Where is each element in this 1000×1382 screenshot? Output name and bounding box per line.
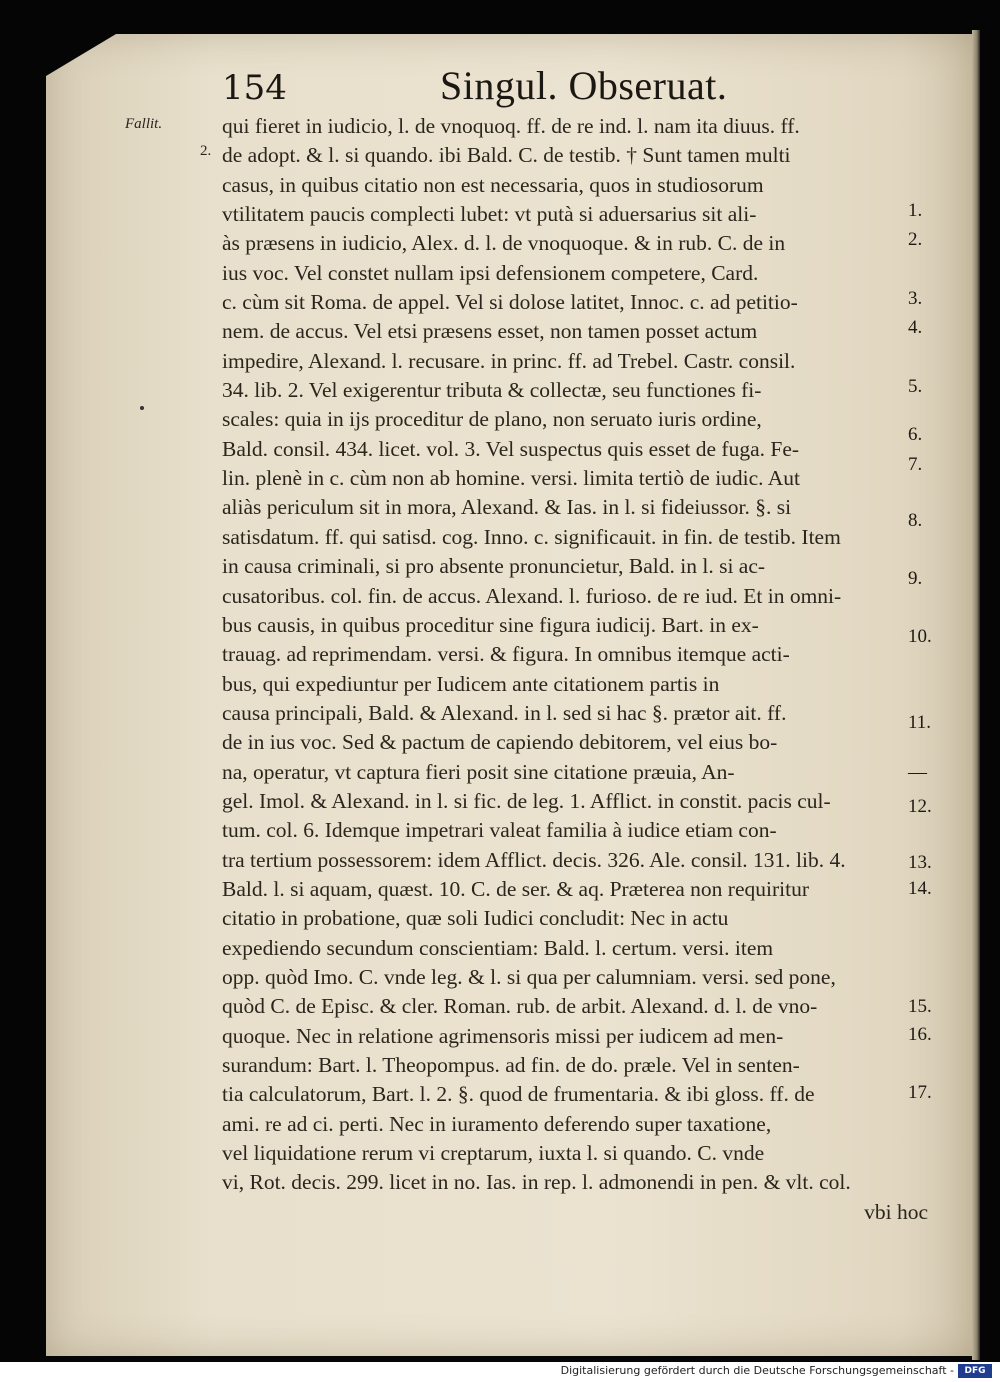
text-line: causa principali, Bald. & Alexand. in l. sed si hac §. prætor ait. ff. — [222, 700, 787, 725]
text-line: aliàs periculum sit in mora, Alexand. & Ias. in l. si fideiussor. §. si — [222, 495, 792, 520]
running-title: Singul. Obseruat. — [440, 63, 728, 108]
text-line: tum. col. 6. Idemque impetrari valeat familia à iudice etiam con- — [222, 818, 777, 843]
text-line: ami. re ad ci. perti. Nec in iuramento deferendo super taxatione, — [222, 1111, 772, 1136]
page-number: 154 — [222, 68, 287, 108]
margin-number: 1. — [908, 200, 923, 221]
side-note-2: 2. — [200, 143, 212, 159]
text-line: ius voc. Vel constet nullam ipsi defensionem competere, Card. — [222, 260, 759, 285]
text-line: tra tertium possessorem: idem Afflict. decis. 326. Ale. consil. 131. lib. 4. — [222, 847, 846, 872]
text-line: quòd C. de Episc. & cler. Roman. rub. de arbit. Alexand. d. l. de vno- — [222, 994, 818, 1019]
text-line: opp. quòd Imo. C. vnde leg. & l. si qua per calumniam. versi. sed pone, — [222, 964, 836, 989]
text-line: trauag. ad reprimendam. versi. & figura. In omnibus itemque acti- — [222, 642, 790, 667]
margin-number: 16. — [908, 1024, 932, 1045]
margin-dot — [140, 406, 144, 410]
text-line: Bald. l. si aquam, quæst. 10. C. de ser. & aq. Præterea non requiritur — [222, 876, 809, 901]
text-line: Bald. consil. 434. licet. vol. 3. Vel suspectus quis esset de fuga. Fe- — [222, 436, 800, 461]
text-line: impedire, Alexand. l. recusare. in princ. ff. ad Trebel. Castr. consil. — [222, 348, 796, 373]
catchword: vbi hoc — [864, 1199, 928, 1224]
text-line: bus, qui expediuntur per Iudicem ante citationem partis in — [222, 671, 720, 696]
text-line: in causa criminali, si pro absente pronuncietur, Bald. in l. si ac- — [222, 554, 766, 579]
margin-number: 13. — [908, 852, 932, 873]
text-line: 34. lib. 2. Vel exigerentur tributa & collectæ, seu functiones fi- — [222, 378, 762, 403]
text-line: qui fieret in iudicio, l. de vnoquoq. ff. de re ind. l. nam ita diuus. ff. — [222, 114, 800, 138]
margin-number: 8. — [908, 510, 923, 531]
text-line: satisdatum. ff. qui satisd. cog. Inno. c. significauit. in fin. de testib. Item — [222, 524, 841, 549]
dfg-logo: DFG — [958, 1364, 992, 1378]
margin-number: 5. — [908, 376, 923, 397]
margin-number: 17. — [908, 1082, 932, 1103]
margin-number: 9. — [908, 568, 923, 589]
text-line: c. cùm sit Roma. de appel. Vel si dolose latitet, Innoc. c. ad petitio- — [222, 290, 798, 315]
text-line: nem. de accus. Vel etsi præsens esset, non tamen posset actum — [222, 319, 758, 344]
text-line: de adopt. & l. si quando. ibi Bald. C. de testib. † Sunt tamen multi — [222, 143, 791, 168]
text-line: na, operatur, vt captura fieri posit sine citatione præuia, An- — [222, 759, 735, 784]
text-line: às præsens in iudicio, Alex. d. l. de vnoquoque. & in rub. C. de in — [222, 231, 786, 256]
text-line: lin. plenè in c. cùm non ab homine. versi. limita tertiò de iudic. Aut — [222, 466, 800, 491]
text-line: quoque. Nec in relatione agrimensoris missi per iudicem ad men- — [222, 1023, 784, 1048]
margin-number: 14. — [908, 878, 932, 899]
text-line: vel liquidatione rerum vi creptarum, iuxta l. si quando. C. vnde — [222, 1141, 765, 1166]
margin-number: 10. — [908, 626, 932, 647]
text-line: scales: quia in ijs proceditur de plano, non seruato iuris ordine, — [222, 407, 762, 432]
text-line: vi, Rot. decis. 299. licet in no. Ias. in rep. l. admonendi in pen. & vlt. col. — [222, 1170, 851, 1195]
page-edge — [972, 30, 980, 1360]
margin-mark: — — [908, 762, 927, 783]
text-line: casus, in quibus citatio non est necessaria, quos in studiosorum — [222, 172, 764, 197]
margin-number: 3. — [908, 288, 923, 309]
text-line: gel. Imol. & Alexand. in l. si fic. de leg. 1. Afflict. in constit. pacis cul- — [222, 788, 831, 813]
text-line: citatio in probatione, quæ soli Iudici concludit: Nec in actu — [222, 906, 729, 931]
margin-number: 15. — [908, 996, 932, 1017]
text-line: expediendo secundum conscientiam: Bald. l. certum. versi. item — [222, 935, 774, 960]
text-line: cusatoribus. col. fin. de accus. Alexand. l. furioso. de re iud. Et in omni- — [222, 583, 842, 608]
footer-credit: Digitalisierung gefördert durch die Deutsche Forschungsgemeinschaft - — [560, 1364, 954, 1377]
text-line: bus causis, in quibus proceditur sine figura iudicij. Bart. in ex- — [222, 612, 759, 637]
text-line: de in ius voc. Sed & pactum de capiendo debitorem, vel eius bo- — [222, 730, 778, 755]
text-line: vtilitatem paucis complecti lubet: vt putà si aduersarius sit ali- — [222, 202, 757, 227]
text-line: surandum: Bart. l. Theopompus. ad fin. de do. præle. Vel in senten- — [222, 1053, 800, 1077]
margin-number: 7. — [908, 454, 923, 475]
running-head — [0, 62, 1000, 112]
margin-number: 4. — [908, 317, 923, 338]
side-note-fallit: Fallit. — [125, 116, 163, 132]
margin-number: 2. — [908, 229, 923, 250]
margin-number: 6. — [908, 424, 923, 445]
text-line: tia calculatorum, Bart. l. 2. §. quod de frumentaria. & ibi gloss. ff. de — [222, 1082, 815, 1107]
body-text — [222, 112, 934, 1227]
footer-bar — [0, 1362, 1000, 1382]
margin-number: 11. — [908, 712, 932, 733]
margin-number: 12. — [908, 796, 932, 817]
